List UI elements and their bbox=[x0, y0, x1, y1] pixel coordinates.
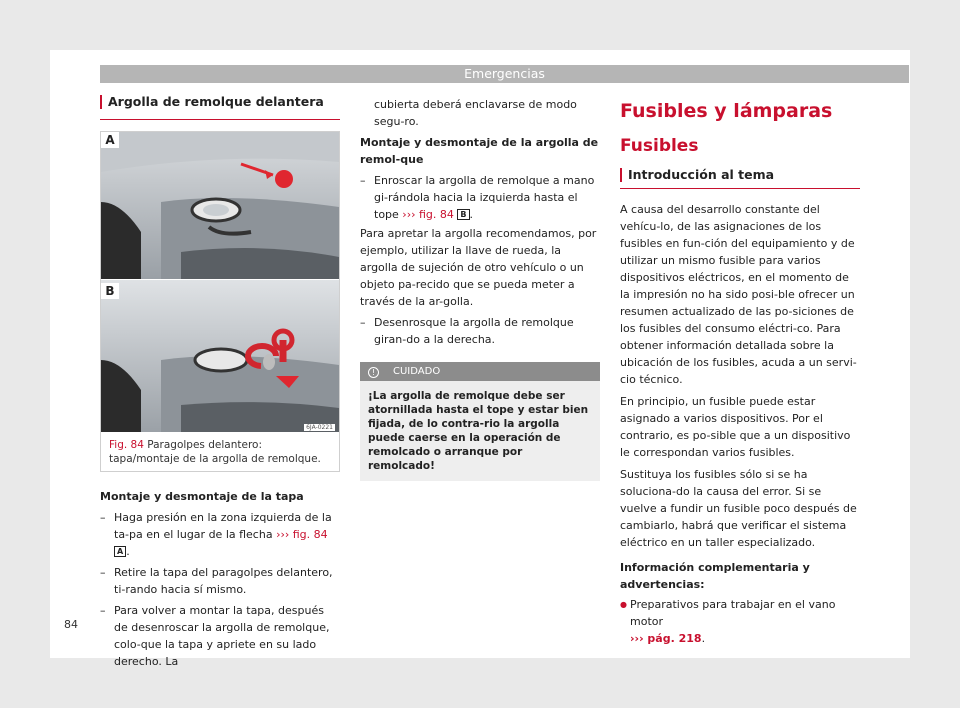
step-text: Haga presión en la zona izquierda de la ta-pa en el lugar de la flecha bbox=[114, 511, 332, 541]
title-rule bbox=[620, 188, 860, 189]
right-column bbox=[620, 100, 860, 647]
middle-column bbox=[360, 100, 600, 481]
figure-caption bbox=[109, 439, 334, 466]
label-a: A bbox=[101, 132, 119, 148]
left-column bbox=[100, 95, 340, 670]
chapter-title: Fusibles y lámparas bbox=[620, 100, 833, 122]
figure-link[interactable]: ››› fig. 84 bbox=[276, 528, 328, 541]
list-item bbox=[360, 172, 600, 223]
label-badge: A bbox=[114, 546, 126, 557]
continued-text: cubierta deberá enclavarse de modo segu-ro. bbox=[374, 98, 577, 128]
steps-tapa bbox=[100, 509, 340, 670]
steps-argolla bbox=[360, 172, 600, 223]
photo-b bbox=[101, 280, 339, 432]
step-text: Enroscar la argolla de remolque a mano gi-rándola hacia la izquierda hasta el tope bbox=[374, 174, 595, 221]
list-item bbox=[100, 509, 340, 560]
paragraph: Sustituya los fusibles sólo si se ha soluciona-do la causa del error. Si se vuelve a fundir un fusible poco después de cambiarlo, habrá que verificar el sistema eléctrico en un taller especializado. bbox=[620, 468, 857, 549]
section-title: Introducción al tema bbox=[620, 168, 860, 182]
list-item: – Retire la tapa del paragolpes delantero, ti-rando hacia sí mismo. bbox=[100, 564, 340, 598]
caption-number: Fig. 84 bbox=[109, 439, 144, 451]
manual-page bbox=[50, 50, 910, 668]
step-tail: . bbox=[469, 208, 474, 221]
title-rule bbox=[100, 119, 340, 120]
info-heading: Información complementaria y advertencias: bbox=[620, 561, 810, 591]
section-header: Emergencias bbox=[100, 65, 909, 83]
paragraph: Para apretar la argolla recomendamos, por ejemplo, utilizar la llave de rueda, la argolla de sujeción de otro vehículo o un objeto pa-recido que se pueda meter a través de la ar-golla. bbox=[360, 227, 597, 308]
steps-argolla-2 bbox=[360, 314, 600, 348]
label-badge: B bbox=[457, 209, 469, 220]
page-link[interactable]: ››› pág. 218 bbox=[630, 632, 702, 645]
page-number: 84 bbox=[64, 618, 78, 631]
figure-code: 6JA-0221 bbox=[306, 424, 333, 431]
figure-link[interactable]: ››› fig. 84 bbox=[402, 208, 454, 221]
subhead-argolla: Montaje y desmontaje de la argolla de remol-que bbox=[360, 136, 599, 166]
bullet-text: Preparativos para trabajar en el vano motor bbox=[630, 598, 836, 628]
list-item: – Desenrosque la argolla de remolque giran-do a la derecha. bbox=[360, 314, 600, 348]
step-tail: . bbox=[126, 545, 130, 558]
section-title: Argolla de remolque delantera bbox=[100, 95, 340, 109]
caution-header bbox=[360, 362, 600, 381]
list-item bbox=[620, 596, 860, 647]
warning-icon: ! bbox=[368, 367, 379, 378]
caption-text: Paragolpes delantero: tapa/montaje de la argolla de remolque. bbox=[109, 439, 321, 465]
photo-a bbox=[101, 132, 339, 279]
list-item: – Para volver a montar la tapa, después de desenroscar la argolla de remolque, colo-que la tapa y apriete en su lado derecho. La bbox=[100, 602, 340, 670]
caution-box bbox=[360, 362, 600, 481]
paragraph: A causa del desarrollo constante del vehícu-lo, de las asignaciones de los fusibles en fun-ción del equipamiento y de utilizar un mismo fusible para varios dispositivos eléctricos, en el momento de la impresión no ha sido posi-ble ofrecer un resumen actualizado de las po-siciones de los fusibles del consumo eléctri-co. Para obtener información detallada sobre la ubicación de los fusibles, acuda a un servi-cio técnico. bbox=[620, 203, 857, 386]
caution-text: ¡La argolla de remolque debe ser atornillada hasta el tope y estar bien fijada, de lo contra-rio la argolla puede caerse en la operación de remolcado o arranque por remolcado! bbox=[368, 390, 589, 472]
paragraph: En principio, un fusible puede estar asignado a varios dispositivos. Por el contrario, es po-sible que a un dispositivo le correspondan varios fusibles. bbox=[620, 395, 851, 459]
chapter-subtitle: Fusibles bbox=[620, 136, 699, 156]
caution-label: CUIDADO bbox=[393, 366, 441, 377]
figure-84 bbox=[100, 131, 340, 472]
subhead-tapa: Montaje y desmontaje de la tapa bbox=[100, 490, 304, 503]
label-b: B bbox=[101, 283, 119, 299]
bullet-tail: . bbox=[701, 632, 706, 645]
